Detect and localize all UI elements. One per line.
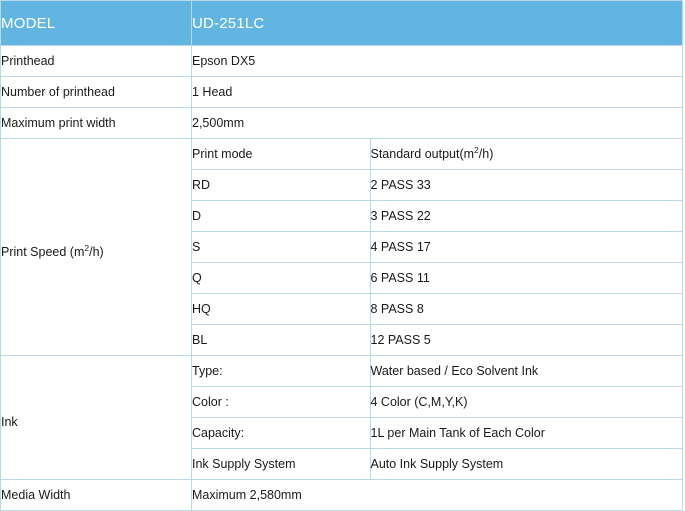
table-row — [1, 77, 683, 108]
table-row — [1, 46, 683, 77]
header-model-label: MODEL — [1, 1, 192, 46]
print-speed-row-rd — [192, 170, 682, 201]
ink-key-type: Type: — [192, 356, 370, 387]
print-speed-row-bl — [192, 325, 682, 356]
standard-output-sup: 2 — [474, 144, 479, 155]
print-output-s: 4 PASS 17 — [370, 232, 682, 263]
ink-value-supply-system: Auto Ink Supply System — [370, 449, 682, 480]
standard-output-header — [370, 139, 682, 170]
row-value-maximum-print-width: 2,500mm — [192, 108, 683, 139]
header-model-value: UD-251LC — [192, 1, 683, 46]
print-speed-row-hq — [192, 294, 682, 325]
ink-row — [1, 356, 683, 480]
ink-row-color — [192, 387, 682, 418]
ink-value-color: 4 Color (C,M,Y,K) — [370, 387, 682, 418]
row-label-print-speed — [1, 139, 192, 356]
print-output-bl: 12 PASS 5 — [370, 325, 682, 356]
print-speed-label-prefix: Print Speed (m — [1, 244, 85, 259]
row-value-media-width: Maximum 2,580mm — [192, 480, 683, 511]
print-speed-row-d — [192, 201, 682, 232]
row-label-number-of-printhead: Number of printhead — [1, 77, 192, 108]
standard-output-prefix: Standard output(m — [370, 147, 475, 161]
print-mode-rd: RD — [192, 170, 370, 201]
print-speed-row-s — [192, 232, 682, 263]
row-value-number-of-printhead: 1 Head — [192, 77, 683, 108]
table-row — [1, 480, 683, 511]
print-speed-subtable-cell — [192, 139, 683, 356]
print-speed-row — [1, 139, 683, 356]
standard-output-suffix: /h) — [478, 147, 494, 161]
print-mode-q: Q — [192, 263, 370, 294]
row-label-ink — [1, 356, 192, 480]
print-speed-label-suffix: /h) — [89, 244, 104, 259]
row-label-printhead: Printhead — [1, 46, 192, 77]
row-label-media-width: Media Width — [1, 480, 192, 511]
ink-subtable — [192, 356, 682, 479]
ink-key-supply-system: Ink Supply System — [192, 449, 370, 480]
ink-value-type: Water based / Eco Solvent Ink — [370, 356, 682, 387]
row-label-maximum-print-width: Maximum print width — [1, 108, 192, 139]
print-mode-s: S — [192, 232, 370, 263]
print-speed-header-row — [192, 139, 682, 170]
print-speed-subtable — [192, 139, 682, 355]
print-output-q: 6 PASS 11 — [370, 263, 682, 294]
print-output-hq: 8 PASS 8 — [370, 294, 682, 325]
ink-value-capacity: 1L per Main Tank of Each Color — [370, 418, 682, 449]
print-mode-hq: HQ — [192, 294, 370, 325]
print-output-d: 3 PASS 22 — [370, 201, 682, 232]
ink-row-type — [192, 356, 682, 387]
print-output-rd: 2 PASS 33 — [370, 170, 682, 201]
row-value-printhead: Epson DX5 — [192, 46, 683, 77]
print-mode-d: D — [192, 201, 370, 232]
table-header-row — [1, 1, 683, 46]
print-speed-label-sup: 2 — [84, 242, 90, 253]
ink-row-capacity — [192, 418, 682, 449]
print-mode-header: Print mode — [192, 139, 370, 170]
ink-key-capacity: Capacity: — [192, 418, 370, 449]
ink-row-supply-system — [192, 449, 682, 480]
table-row — [1, 108, 683, 139]
print-mode-bl: BL — [192, 325, 370, 356]
ink-subtable-cell — [192, 356, 683, 480]
ink-key-color: Color : — [192, 387, 370, 418]
ink-label-text: Ink — [1, 415, 18, 429]
print-speed-row-q — [192, 263, 682, 294]
